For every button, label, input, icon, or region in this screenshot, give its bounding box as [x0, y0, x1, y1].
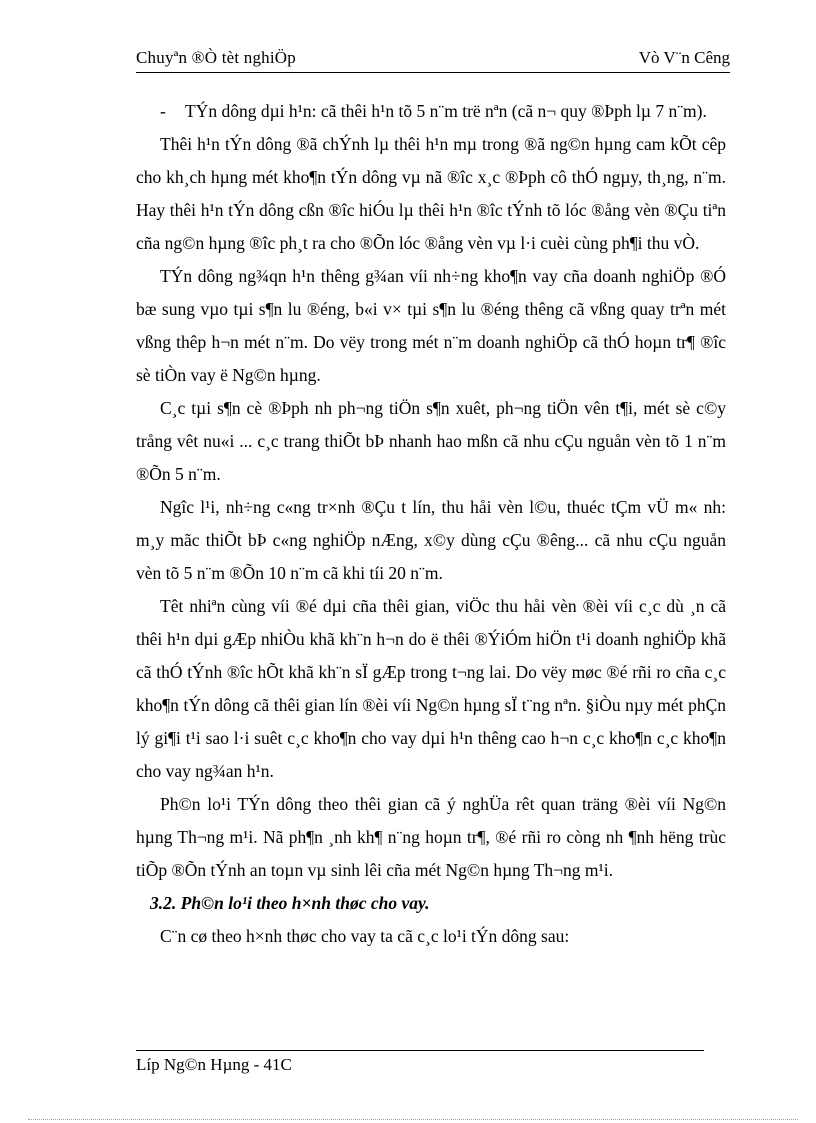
paragraph: Ngîc l¹i, nh÷ng c«ng tr×nh ®Çu t lín, thu håi vèn l©u, thuéc tÇm vÜ m« nh: m¸y mãc thiÕt bÞ c«ng nghiÖp nÆng, x©y dùng cÇu ®êng... cã nhu cÇu nguån vèn tõ 5 n¨m ®Õn 10 n¨m cã khi tíi 20 n¨m.: [136, 497, 726, 583]
paragraph: C¨n cø theo h×nh thøc cho vay ta cã c¸c lo¹i tÝn dông sau:: [160, 926, 570, 946]
paragraph: Têt nhiªn cùng víi ®é dµi cña thêi gian, viÖc thu håi vèn ®èi víi c¸c dù ¸n cã thêi h¹n dµi gÆp nhiÒu khã kh¨n h¬n do ë thêi ®ÝiÓm hiÖn t¹i doanh nghiÖp khã cã thÓ tÝnh ®îc hÕt khã kh¨n sÏ gÆp trong t¬ng lai. Do vëy møc ®é rñi ro cña c¸c kho¶n tÝn dông cã thêi gian lín ®èi víi Ng©n hµng sÏ t¨ng nªn. §iÒu nµy mét phÇn lý gi¶i t¹i sao l·i suêt c¸c kho¶n cho vay dµi h¹n thêng cao h¬n c¸c kho¶n c¸c kho¶n cho vay ng¾an h¹n.: [136, 596, 726, 781]
bullet-paragraph: [136, 95, 726, 128]
header-divider: [136, 72, 730, 73]
section-heading: 3.2. Ph©n lo¹i theo h×nh thøc cho vay.: [150, 893, 430, 913]
page-boundary-dotted-line: [28, 1119, 798, 1120]
bullet-dash: -: [160, 101, 166, 121]
bullet-text: TÝn dông dµi h¹n: cã thêi h¹n tõ 5 n¨m trë nªn (cã n¬ quy ®Þph lµ 7 n¨m).: [185, 101, 707, 121]
header-title: Chuyªn ®Ò tèt nghiÖp: [136, 48, 296, 67]
paragraph: Thêi h¹n tÝn dông ®ã chÝnh lµ thêi h¹n mµ trong ®ã ng©n hµng cam kÕt cêp cho kh¸ch hµng mét kho¶n tÝn dông vµ nã ®îc x¸c ®Þph cô thÓ ngµy, th¸ng, n¨m. Hay thêi h¹n tÝn dông cßn ®îc hiÓu lµ thêi h¹n ®îc tÝnh tõ lóc ®ång vèn ®Çu tiªn cña ng©n hµng ®îc ph¸t ra cho ®Õn lóc ®ång vèn vµ l·i cuèi cùng ph¶i thu vÒ.: [136, 134, 726, 253]
header-author: Vò V¨n Cêng: [638, 48, 730, 67]
document-body: [136, 95, 726, 953]
footer-divider: [136, 1050, 704, 1051]
paragraph: TÝn dông ng¾qn h¹n thêng g¾an víi nh÷ng kho¶n vay cña doanh nghiÖp ®Ó bæ sung vµo tµi s¶n lu ®éng, b«i v× tµi s¶n lu ®éng thêng cã vßng quay trªn mét vßng thêp h¬n mét n¨m. Do vëy trong mét n¨m doanh nghiÖp cã thÓ hoµn tr¶ ®îc sè tiÒn vay ë Ng©n hµng.: [136, 266, 726, 385]
paragraph: Ph©n lo¹i TÝn dông theo thêi gian cã ý nghÜa rêt quan träng ®èi víi Ng©n hµng Th¬ng m¹i. Nã ph¶n ¸nh kh¶ n¨ng hoµn tr¶, ®é rñi ro còng nh ¶nh hëng trùc tiÕp ®Õn tÝnh an toµn vµ sinh lêi cña mét Ng©n hµng Th¬ng m¹i.: [136, 794, 726, 880]
footer-class-label: Líp Ng©n Hµng - 41C: [136, 1055, 292, 1074]
paragraph: C¸c tµi s¶n cè ®Þph nh ph¬ng tiÖn s¶n xuêt, ph¬ng tiÖn vên t¶i, mét sè c©y trång vêt nu«i ... c¸c trang thiÕt bÞ nhanh hao mßn cã nhu cÇu nguån vèn tõ 1 n¨m ®Õn 5 n¨m.: [136, 398, 726, 484]
